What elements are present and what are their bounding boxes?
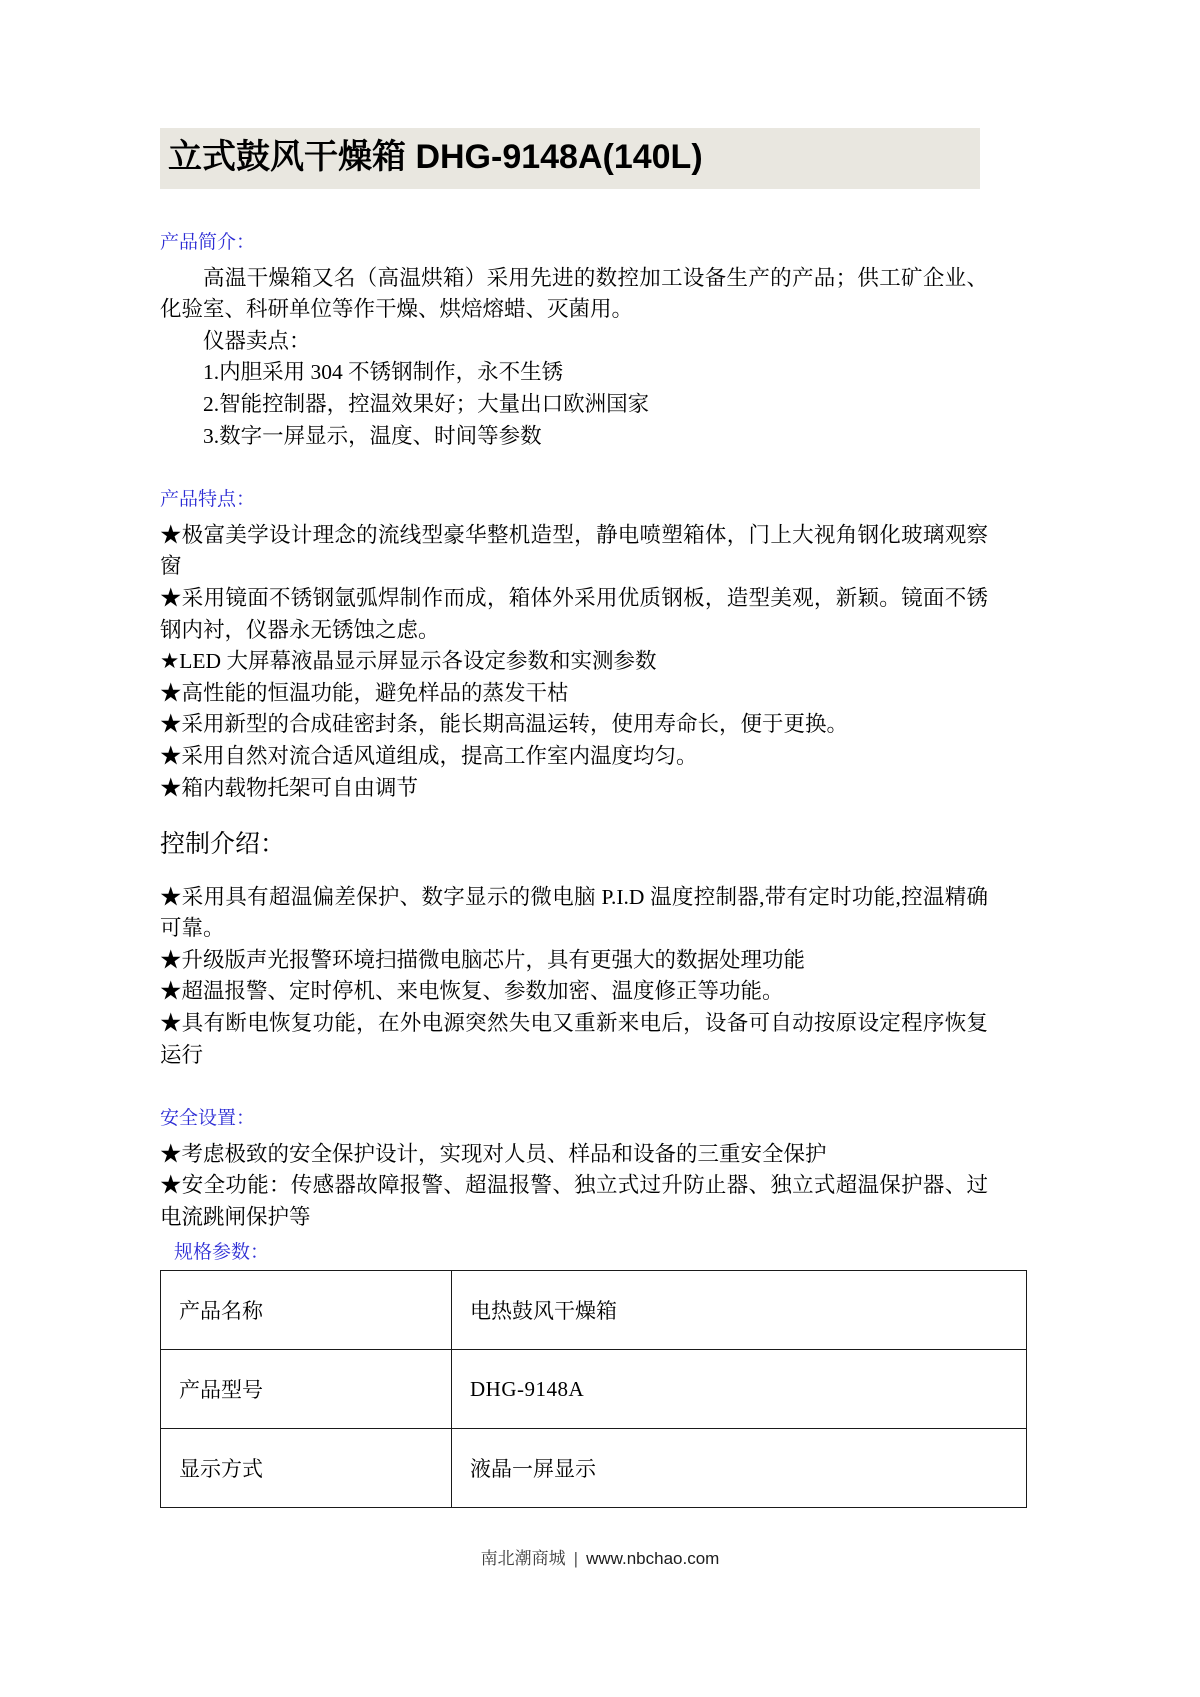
control-item: ★升级版声光报警环境扫描微电脑芯片，具有更强大的数据处理功能	[160, 947, 806, 972]
spec-key: 产品型号	[161, 1350, 452, 1429]
table-row	[161, 1350, 1027, 1429]
selling-point-item: 2.智能控制器，控温效果好；大量出口欧洲国家	[203, 392, 650, 417]
feature-item: ★极富美学设计理念的流线型豪华整机造型，静电喷塑箱体，门上大视角钢化玻璃观察窗	[160, 522, 988, 579]
feature-item: ★采用自然对流合适风道组成，提高工作室内温度均匀。	[160, 743, 698, 768]
section-heading-spec: 规格参数：	[174, 1242, 270, 1264]
table-row	[161, 1429, 1027, 1508]
selling-point-item: 3.数字一屏显示，温度、时间等参数	[203, 423, 542, 448]
control-item: ★采用具有超温偏差保护、数字显示的微电脑 P.I.D 温度控制器,带有定时功能,控温精确可靠。	[160, 884, 988, 941]
safety-item: ★安全功能：传感器故障报警、超温报警、独立式过升防止器、独立式超温保护器、过电流跳闸保护等	[160, 1173, 988, 1229]
spec-value: 电热鼓风干燥箱	[452, 1271, 1027, 1350]
feature-item: ★采用新型的合成硅密封条，能长期高温运转，使用寿命长，便于更换。	[160, 712, 849, 737]
feature-item: ★高性能的恒温功能，避免样品的蒸发干枯	[160, 680, 569, 705]
feature-item: ★箱内载物托架可自由调节	[160, 775, 419, 800]
spec-key: 显示方式	[161, 1429, 452, 1508]
safety-item: ★考虑极致的安全保护设计，实现对人员、样品和设备的三重安全保护	[160, 1141, 827, 1166]
document-content	[160, 128, 988, 1508]
table-row	[161, 1271, 1027, 1350]
section-heading-intro: 产品简介：	[160, 232, 256, 254]
control-item: ★具有断电恢复功能，在外电源突然失电又重新来电后，设备可自动按原设定程序恢复运行	[160, 1010, 988, 1067]
safety-list	[160, 1139, 988, 1234]
feature-item: ★LED 大屏幕液晶显示屏显示各设定参数和实测参数	[160, 649, 657, 674]
selling-point-item: 1.内胆采用 304 不锈钢制作，永不生锈	[203, 360, 564, 385]
footer-shop-name: 南北潮商城	[480, 1549, 566, 1568]
spec-key: 产品名称	[161, 1271, 452, 1350]
spec-value: DHG-9148A	[452, 1350, 1027, 1429]
section-heading-safety: 安全设置：	[160, 1108, 256, 1130]
feature-item: ★采用镜面不锈钢氩弧焊制作而成，箱体外采用优质钢板，造型美观，新颖。镜面不锈钢内衬，仪器永无锈蚀之虑。	[160, 585, 988, 642]
features-list	[160, 520, 988, 804]
section-heading-features: 产品特点：	[160, 489, 256, 511]
selling-points-label: 仪器卖点：	[203, 328, 311, 353]
spec-table	[160, 1270, 1027, 1508]
page-title-bar	[160, 128, 980, 189]
footer-website: www.nbchao.com	[586, 1549, 720, 1568]
page-footer	[0, 1544, 1200, 1569]
page-title: 立式鼓风干燥箱 DHG-9148A(140L)	[168, 138, 703, 176]
intro-paragraph: 高温干燥箱又名（高温烘箱）采用先进的数控加工设备生产的产品；供工矿企业、化验室、科研单位等作干燥、烘焙熔蜡、灭菌用。	[160, 265, 988, 322]
footer-separator: |	[573, 1549, 579, 1568]
control-item: ★超温报警、定时停机、来电恢复、参数加密、温度修正等功能。	[160, 979, 784, 1004]
control-list	[160, 882, 988, 1072]
spec-value: 液晶一屏显示	[452, 1429, 1027, 1508]
section-heading-control: 控制介绍：	[160, 831, 286, 859]
